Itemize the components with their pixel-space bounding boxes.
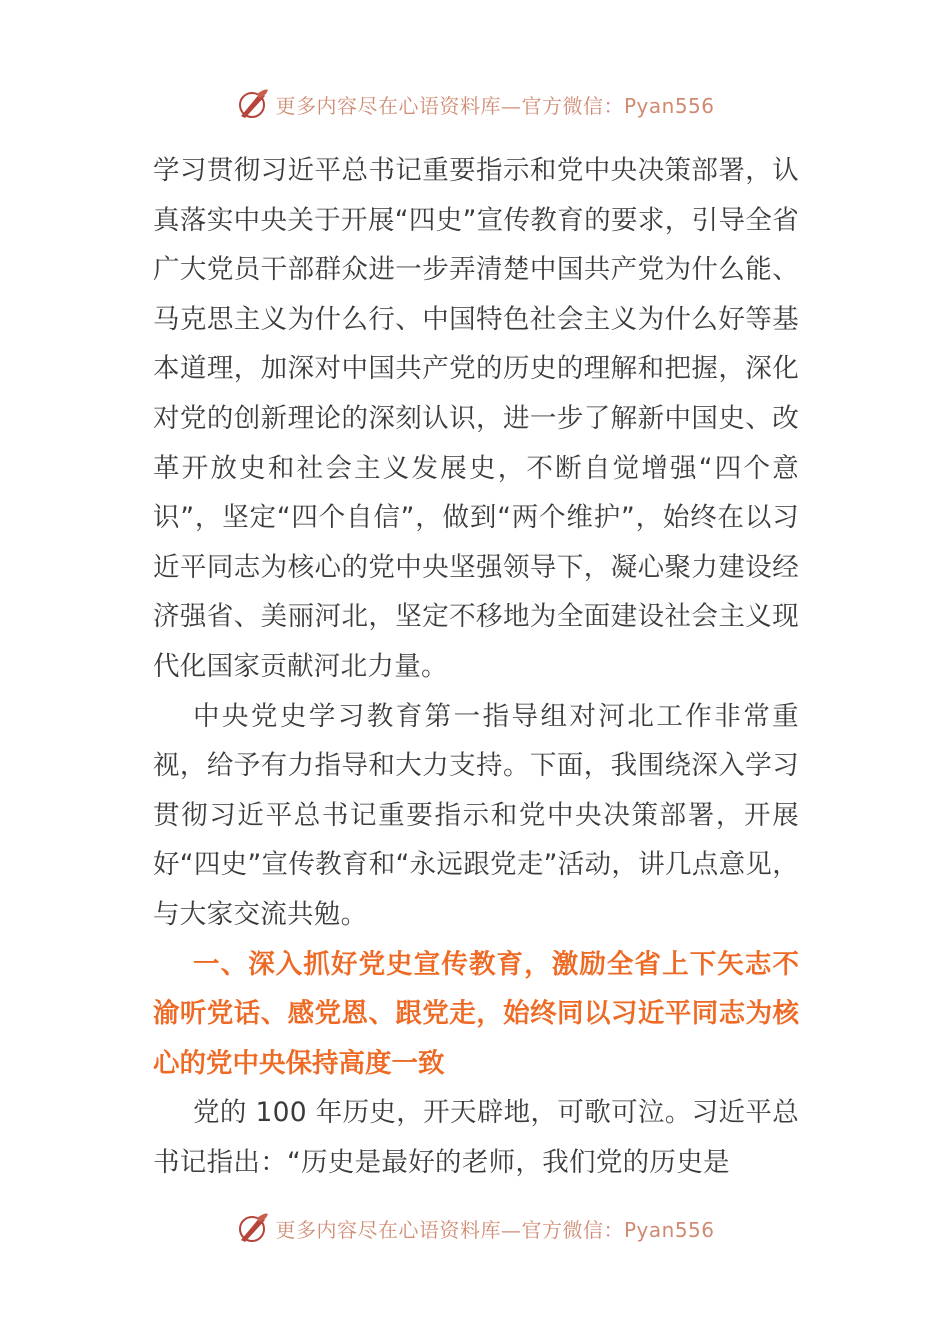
- paragraph: 党的 100 年历史，开天辟地，可歌可泣。习近平总书记指出：“历史是最好的老师，我们党的历史是: [153, 1097, 799, 1178]
- paragraph-continued: 学习贯彻习近平总书记重要指示和党中央决策部署，认真落实中央关于开展“四史”宣传教育的要求，引导全省广大党员干部群众进一步弄清楚中国共产党为什么能、马克思主义为什么行、中国特色社会主义为什么好等基本道理，加深对中国共产党的历史的理解和把握，深化对党的创新理论的深刻认识，进一步了解新中国史、改革开放史和社会主义发展史，不断自觉增强“四个意识”，坚定“四个自信”，做到“两个维护”，始终在以习近平同志为核心的党中央坚强领导下，凝心聚力建设经济强省、美丽河北，坚定不移地为全面建设社会主义现代化国家贡献河北力量。: [153, 155, 799, 682]
- banner-text: 更多内容尽在心语资料库—官方微信：Pyan556: [275, 1217, 715, 1242]
- banner-text: 更多内容尽在心语资料库—官方微信：Pyan556: [275, 93, 715, 118]
- header-banner: [0, 84, 950, 124]
- banner-account: Pyan556: [623, 1217, 715, 1242]
- quill-logo-icon: [235, 86, 271, 122]
- section-heading: 一、深入抓好党史宣传教育，激励全省上下矢志不渝听党话、感党恩、跟党走，始终同以习近平同志为核心的党中央保持高度一致: [153, 948, 799, 1079]
- paragraph: 中央党史学习教育第一指导组对河北工作非常重视，给予有力指导和大力支持。下面，我围绕深入学习贯彻习近平总书记重要指示和党中央决策部署，开展好“四史”宣传教育和“永远跟党走”活动，讲几点意见，与大家交流共勉。: [153, 700, 799, 930]
- banner-account: Pyan556: [623, 93, 715, 118]
- footer-banner: [0, 1208, 950, 1248]
- quill-logo-icon: [235, 1210, 271, 1246]
- document-body: [153, 146, 799, 1187]
